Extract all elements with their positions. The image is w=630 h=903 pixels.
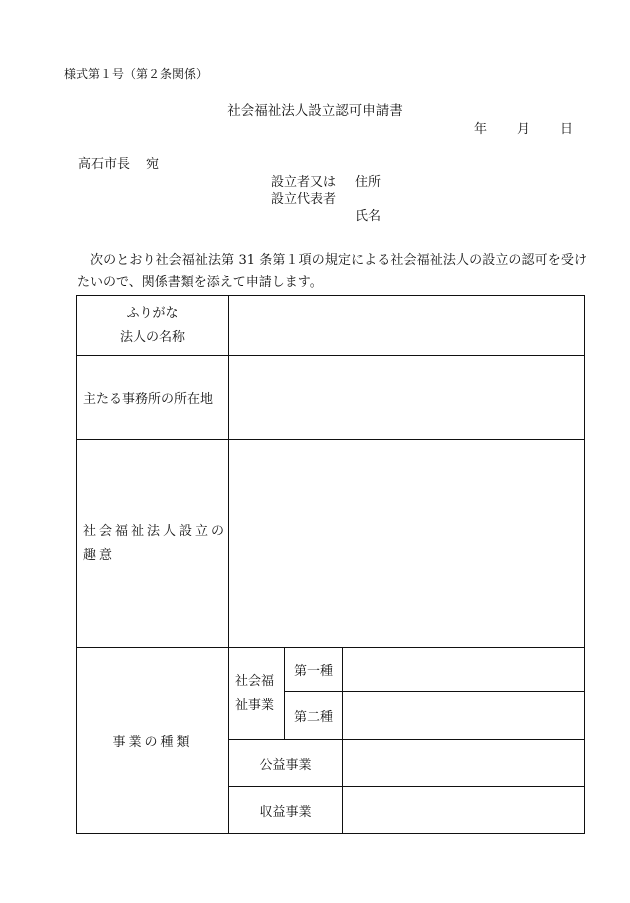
office-location-field[interactable]	[229, 356, 585, 440]
applicant-name-label: 氏名	[355, 209, 382, 224]
document-title: 社会福祉法人設立認可申請書	[227, 103, 403, 119]
date-day-label: 日	[560, 122, 574, 137]
corp-name-label-cell	[77, 296, 229, 356]
public-interest-business-field[interactable]	[343, 740, 585, 787]
welfare-business-line1: 社会福	[235, 673, 275, 689]
type1-field[interactable]	[343, 648, 585, 692]
type2-label: 第二種	[285, 692, 343, 740]
application-form-table	[76, 295, 585, 834]
table-row	[77, 296, 585, 356]
type2-field[interactable]	[343, 692, 585, 740]
application-body-text: 次のとおり社会福祉法第 31 条第１項の規定による社会福祉法人の設立の認可を受けたいので、関係書類を添えて申請します。	[77, 253, 587, 290]
table-row	[77, 440, 585, 648]
addressee-suffix: 宛	[146, 157, 160, 172]
applicant-role-line2: 設立代表者	[271, 192, 337, 207]
form-number: 様式第１号（第２条関係）	[64, 67, 209, 81]
profit-business-field[interactable]	[343, 787, 585, 834]
social-welfare-business-label-cell	[229, 648, 285, 740]
business-type-label: 事業の種類	[77, 648, 229, 834]
type1-label: 第一種	[285, 648, 343, 692]
welfare-business-line2: 祉事業	[235, 697, 275, 713]
applicant-role-line1: 設立者又は	[271, 175, 337, 190]
furigana-label: ふりがな	[126, 305, 179, 321]
addressee-name: 高石市長	[78, 157, 131, 172]
corp-name-label: 法人の名称	[119, 329, 185, 345]
table-row	[77, 356, 585, 440]
corp-name-field[interactable]	[229, 296, 585, 356]
purpose-label-line1: 社会福祉法人設立の	[83, 523, 228, 539]
table-row	[77, 648, 585, 692]
public-interest-business-label: 公益事業	[229, 740, 343, 787]
establishment-purpose-field[interactable]	[229, 440, 585, 648]
purpose-label-line2: 趣意	[83, 547, 116, 563]
date-year-label: 年	[474, 122, 488, 137]
applicant-address-label: 住所	[355, 175, 382, 190]
office-location-label: 主たる事務所の所在地	[77, 356, 229, 440]
establishment-purpose-label-cell	[77, 440, 229, 648]
date-month-label: 月	[517, 122, 531, 137]
profit-business-label: 収益事業	[229, 787, 343, 834]
